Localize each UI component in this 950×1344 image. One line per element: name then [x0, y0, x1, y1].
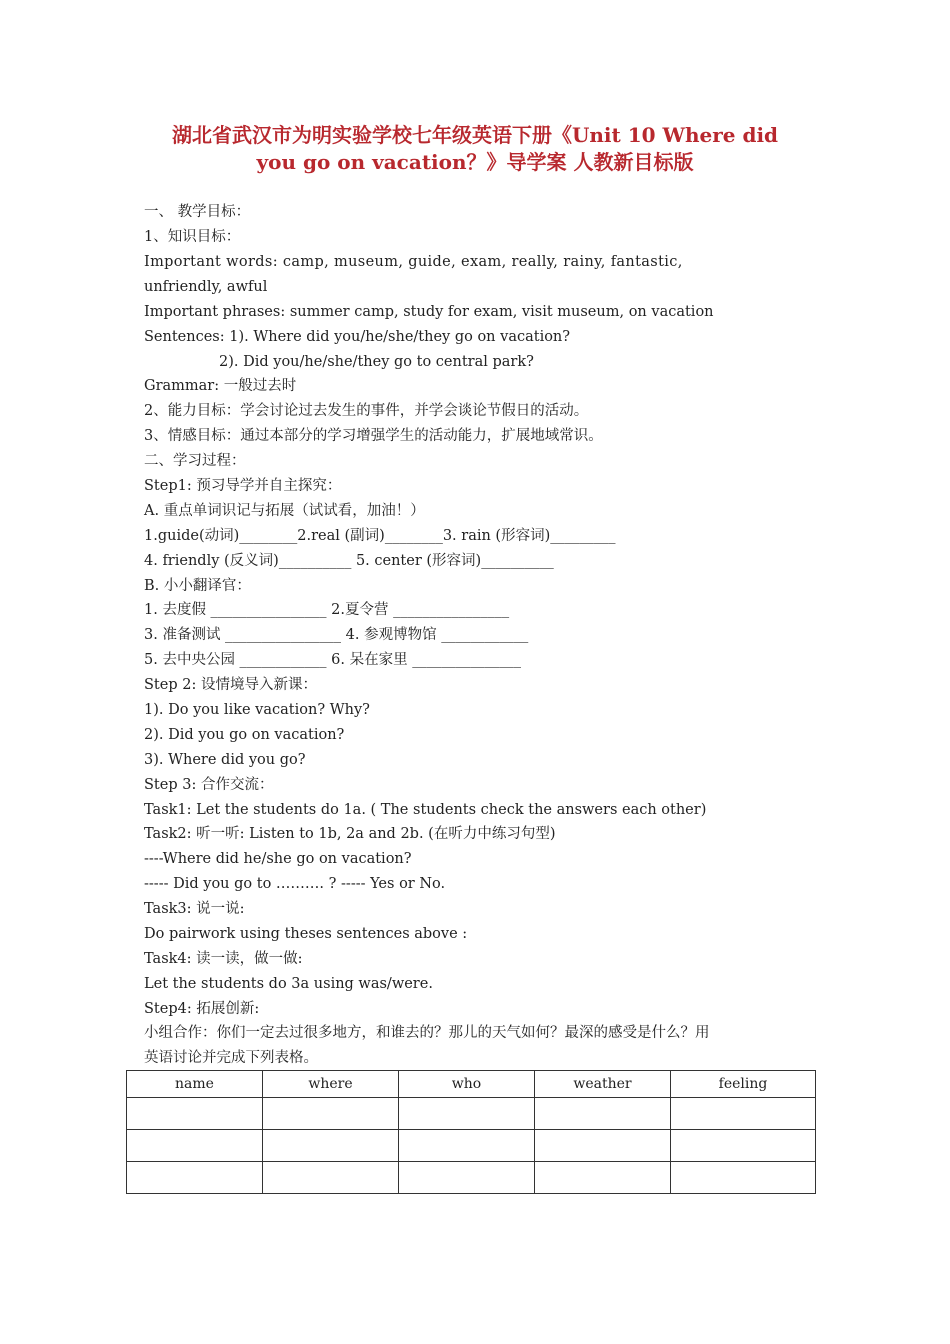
- table-cell[interactable]: [127, 1130, 263, 1162]
- table-cell[interactable]: [263, 1130, 399, 1162]
- section-heading-process: 二、学习过程：: [144, 453, 246, 469]
- sentence-1: Sentences: 1). Where did you/he/she/they go on vacation?: [144, 329, 571, 345]
- task3-heading: Task3: 说一说:: [144, 901, 245, 917]
- question-2: 2). Did you go on vacation?: [144, 727, 345, 743]
- step3-heading: Step 3: 合作交流：: [144, 777, 274, 793]
- section-heading-objectives: 一、 教学目标：: [144, 204, 251, 220]
- table-cell[interactable]: [535, 1098, 671, 1130]
- task3-instruction: Do pairwork using theses sentences above :: [144, 926, 468, 942]
- table-cell[interactable]: [263, 1162, 399, 1194]
- table-header-row: [127, 1071, 816, 1098]
- grammar: Grammar: 一般过去时: [144, 378, 297, 394]
- vacation-table: [126, 1070, 816, 1194]
- ability-objective: 2、能力目标：学会讨论过去发生的事件，并学会谈论节假日的活动。: [144, 403, 589, 419]
- step1-heading: Step1: 预习导学并自主探究：: [144, 478, 342, 494]
- header-weather: weather: [535, 1071, 671, 1098]
- title-line-2: you go on vacation？》导学案 人教新目标版: [256, 150, 694, 174]
- task1: Task1: Let the students do 1a. ( The students check the answers each other): [144, 802, 707, 818]
- task4-instruction: Let the students do 3a using was/were.: [144, 976, 433, 992]
- important-words: Important words: camp, museum, guide, exam, really, rainy, fantastic,: [144, 254, 683, 270]
- word-exercise-1: 1.guide(动词)________2.real (副词)________3. rain (形容词)_________: [144, 528, 616, 544]
- table-cell[interactable]: [399, 1130, 535, 1162]
- header-where: where: [263, 1071, 399, 1098]
- table-cell[interactable]: [671, 1162, 816, 1194]
- task2-example-1: ----Where did he/she go on vacation?: [144, 851, 412, 867]
- task4-heading: Task4: 读一读，做一做:: [144, 951, 303, 967]
- word-exercise-2: 4. friendly (反义词)__________ 5. center (形容词)__________: [144, 553, 554, 569]
- step4-heading: Step4: 拓展创新:: [144, 1001, 260, 1017]
- sentence-2: 2). Did you/he/she/they go to central park?: [219, 354, 534, 370]
- table-cell[interactable]: [263, 1098, 399, 1130]
- translate-row-2: 3. 准备测试 ________________ 4. 参观博物馆 ____________: [144, 627, 529, 643]
- table-cell[interactable]: [671, 1098, 816, 1130]
- question-3: 3). Where did you go?: [144, 752, 306, 768]
- task2-example-2: ----- Did you go to ………. ? ----- Yes or No.: [144, 876, 446, 892]
- important-phrases: Important phrases: summer camp, study for exam, visit museum, on vacation: [144, 304, 714, 320]
- translate-row-3: 5. 去中央公园 ____________ 6. 呆在家里 _______________: [144, 652, 521, 668]
- part-a-heading: A. 重点单词识记与拓展（试试看，加油！）: [144, 503, 425, 519]
- document-title: [140, 122, 810, 176]
- important-words-cont: unfriendly, awful: [144, 279, 268, 295]
- table-cell[interactable]: [127, 1162, 263, 1194]
- table-cell[interactable]: [671, 1130, 816, 1162]
- step2-heading: Step 2: 设情境导入新课：: [144, 677, 317, 693]
- table-cell[interactable]: [399, 1098, 535, 1130]
- header-name: name: [127, 1071, 263, 1098]
- title-line-1: 湖北省武汉市为明实验学校七年级英语下册《Unit 10 Where did: [171, 123, 779, 147]
- translate-row-1: 1. 去度假 ________________ 2.夏令营 ________________: [144, 602, 510, 618]
- table-row: [127, 1130, 816, 1162]
- question-1: 1). Do you like vacation? Why?: [144, 702, 370, 718]
- header-who: who: [399, 1071, 535, 1098]
- task2: Task2: 听一听: Listen to 1b, 2a and 2b. (在听力中练习句型): [144, 826, 556, 842]
- table-row: [127, 1162, 816, 1194]
- part-b-heading: B. 小小翻译官：: [144, 578, 251, 594]
- knowledge-objective-heading: 1、知识目标：: [144, 229, 241, 245]
- group-work-prompt: 小组合作：你们一定去过很多地方，和谁去的？那儿的天气如何？最深的感受是什么？用: [144, 1025, 710, 1041]
- table-cell[interactable]: [399, 1162, 535, 1194]
- table-cell[interactable]: [535, 1162, 671, 1194]
- table-cell[interactable]: [127, 1098, 263, 1130]
- table-row: [127, 1098, 816, 1130]
- group-work-prompt-cont: 英语讨论并完成下列表格。: [144, 1050, 318, 1066]
- header-feeling: feeling: [671, 1071, 816, 1098]
- emotion-objective: 3、情感目标：通过本部分的学习增强学生的活动能力，扩展地域常识。: [144, 428, 603, 444]
- table-cell[interactable]: [535, 1130, 671, 1162]
